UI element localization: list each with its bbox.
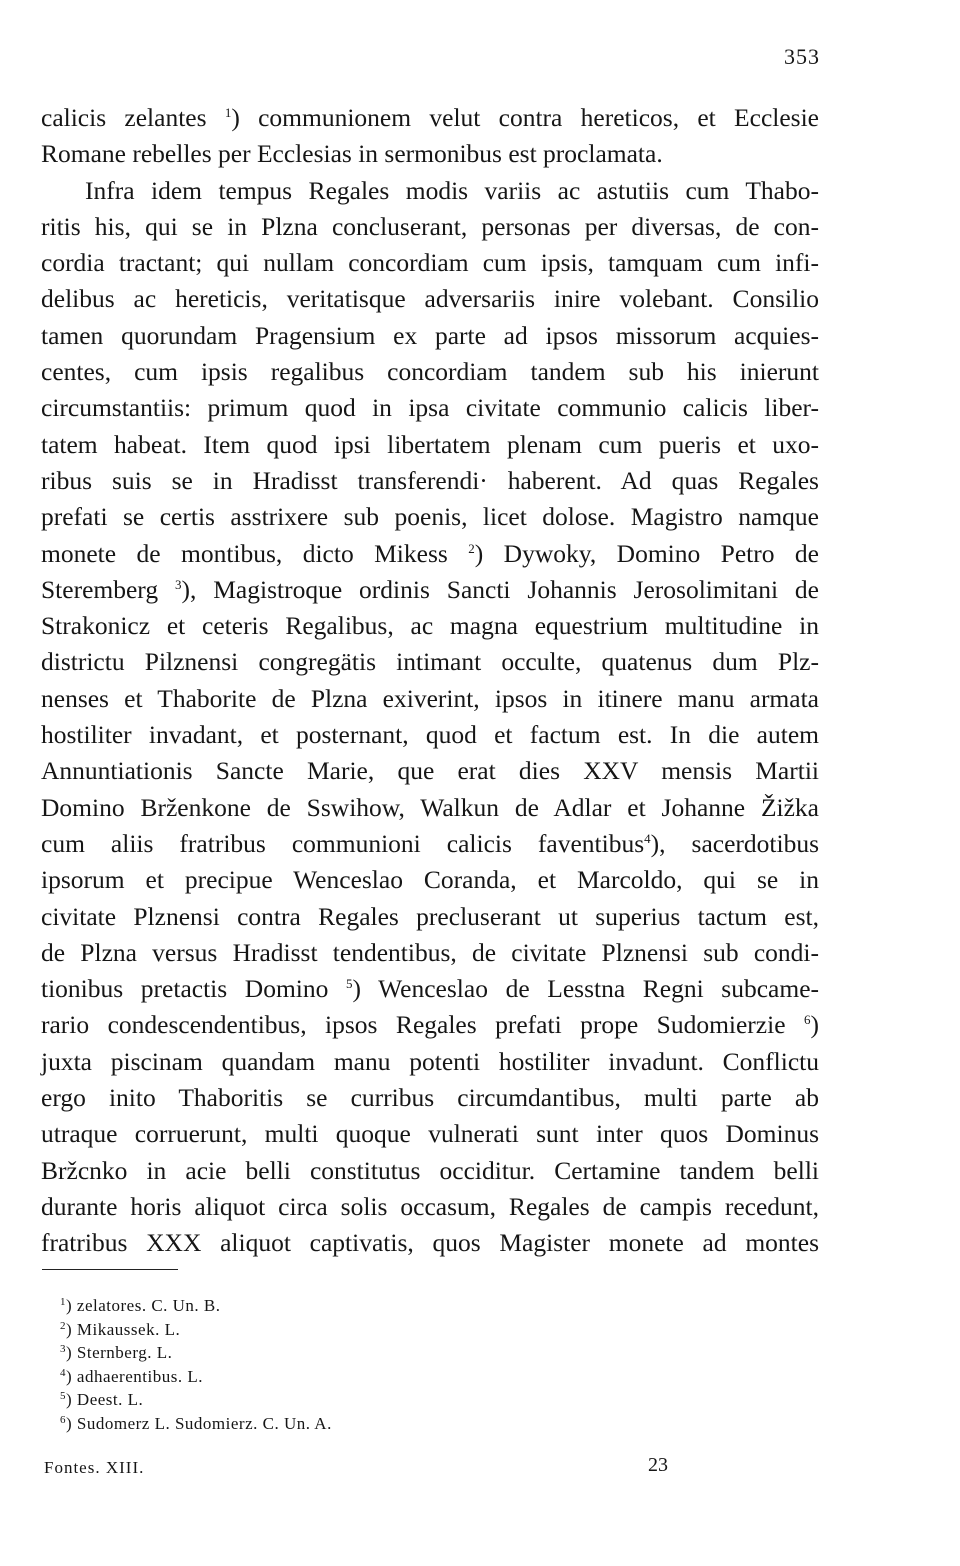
text-line [41,427,819,463]
footnote-text: ) adhaerentibus. L. [66,1366,203,1386]
text-line [41,935,819,971]
footnote-text: ) Mikaussek. L. [66,1319,181,1339]
text-run: juxta piscinam quandam manu potenti hostiliter invadunt. Conflictu [41,1046,819,1076]
text-line [41,100,819,136]
text-run: delibus ac hereticis, veritatisque adversariis inire volebant. Consilio [41,284,819,314]
text-line [41,572,819,608]
text-line [41,390,819,426]
footnote [60,1318,332,1342]
text-line [41,1007,819,1043]
text-run: ), Magistroque ordinis Sancti Johannis Jerosolimitani de [181,574,819,604]
text-run: ) Dywoky, Domino Petro de [474,538,819,568]
text-line [41,753,819,789]
text-line [41,136,819,172]
text-run: tatem habeat. Item quod ipsi libertatem plenam cum pueris et uxo- [41,429,819,459]
text-run: Steremberg [41,574,175,604]
footnote-mark: 6 [60,1413,66,1426]
text-run: ipsorum et precipue Wenceslao Coranda, et Marcoldo, qui se in [41,865,819,895]
text-line [41,209,819,245]
text-line [41,608,819,644]
text-run: Romane rebelles per Ecclesias in sermonibus est proclamata. [41,139,663,169]
text-run: rario condescendentibus, ipsos Regales prefati prope Sudomierzie [41,1010,804,1040]
text-run: ) Wenceslao de Lesstna Regni subcame- [352,974,820,1004]
footnote-reference: 3 [174,576,182,592]
text-line [41,499,819,535]
footnote [60,1412,332,1436]
footnote-text: ) zelatores. C. Un. B. [66,1296,221,1315]
footnote-mark: 5 [60,1390,66,1403]
footnote-mark: 4 [60,1366,66,1379]
text-line [41,1080,819,1116]
text-run: cum aliis fratribus communioni calicis faventibus [41,828,645,858]
text-line [41,644,819,680]
text-line [41,681,819,717]
footnotes [60,1294,332,1436]
text-run: hostiliter invadant, et posternant, quod et factum est. In die autem [41,720,819,750]
footnote-reference: 5 [346,976,353,992]
footnote [60,1365,332,1389]
text-run: tionibus pretactis Domino [41,974,346,1004]
text-line [41,354,819,390]
text-run: ), sacerdotibus [650,828,819,858]
text-line [41,318,819,354]
footnote-text: ) Deest. L. [66,1390,144,1410]
body-text [41,100,819,1262]
text-run: ) [810,1010,819,1040]
text-run: Bržcnko in acie belli constitutus occiditur. Certamine tandem belli [41,1155,819,1185]
text-line [41,536,819,572]
text-run: cordia tractant; qui nullam concordiam cum ipsis, tamquam cum infi- [41,248,819,278]
text-run: tamen quorundam Pragensium ex parte ad ipsos missorum acquies- [41,320,819,350]
text-run: utraque corruerunt, multi quoque vulnerati sunt inter quos Dominus [41,1119,819,1149]
text-run: Domino Brženkone de Sswihow, Walkun de Adlar et Johanne Žižka [41,792,819,822]
footnote-text: ) Sudomerz L. Sudomierz. C. Un. A. [66,1413,332,1433]
footnote-reference: 4 [644,830,651,846]
footnote-reference: 2 [468,540,475,556]
text-run: calicis zelantes [41,103,225,132]
text-run: districtu Pilznensi congregätis intimant occulte, quatenus dum Plz- [41,647,819,677]
footnote-text: ) Sternberg. L. [66,1343,173,1363]
page-number: 353 [784,44,820,69]
text-line [41,826,819,862]
footnote [60,1341,332,1365]
text-run: ergo inito Thaboritis se curribus circumdantibus, multi parte ab [41,1083,819,1113]
footnote-reference: 6 [804,1012,811,1028]
text-line [41,1044,819,1080]
text-line [41,1116,819,1152]
text-run: ) communionem velut contra hereticos, et Ecclesie [231,103,819,132]
text-run: circumstantiis: primum quod in ipsa civitate communio calicis liber- [41,393,819,423]
footnote-reference: 1 [224,105,232,120]
text-line [41,899,819,935]
text-line [41,1189,819,1225]
text-run: durante horis aliquot circa solis occasum, Regales de campis recedunt, [41,1191,819,1221]
footnote-rule [42,1269,178,1270]
text-run: monete de montibus, dicto Mikess [41,538,469,568]
text-run: prefati se certis asstrixere sub poenis, licet dolose. Magistro namque [41,502,819,532]
text-run: Infra idem tempus Regales modis variis ac astutiis cum Thabo- [85,175,819,205]
text-run: nenses et Thaborite de Plzna exiverint, ipsos in itinere manu armata [41,683,819,713]
text-line [41,173,819,209]
text-run: fratribus XXX aliquot captivatis, quos Magister monete ad montes [41,1228,819,1258]
text-line [41,1153,819,1189]
footnote [60,1294,332,1318]
signature-mark: Fontes. XIII. [44,1458,145,1477]
text-run: Strakonicz et ceteris Regalibus, ac magna equestrium multitudine in [41,611,819,641]
footnote-mark: 2 [60,1319,66,1332]
footnote-mark: 1 [60,1296,66,1308]
text-run: centes, cum ipsis regalibus concordiam tandem sub his inierunt [41,357,819,387]
text-line [41,463,819,499]
text-run: de Plzna versus Hradisst tendentibus, de civitate Plznensi sub condi- [41,937,819,967]
text-run: civitate Plznensi contra Regales precluserant ut superius tactum est, [41,901,819,931]
text-line [41,281,819,317]
text-line [41,245,819,281]
text-line [41,717,819,753]
footnote-mark: 3 [60,1343,66,1356]
text-run: ribus suis se in Hradisst transferendi· haberent. Ad quas Regales [41,465,819,495]
text-line [41,862,819,898]
text-run: ritis his, qui se in Plzna concluserant, personas per diversas, de con- [41,211,819,241]
text-line [41,790,819,826]
footnote [60,1388,332,1412]
text-line [41,971,819,1007]
sheet-number: 23 [648,1454,668,1476]
text-run: Annuntiationis Sancte Marie, que erat dies XXV mensis Martii [41,756,819,786]
text-line [41,1225,819,1261]
